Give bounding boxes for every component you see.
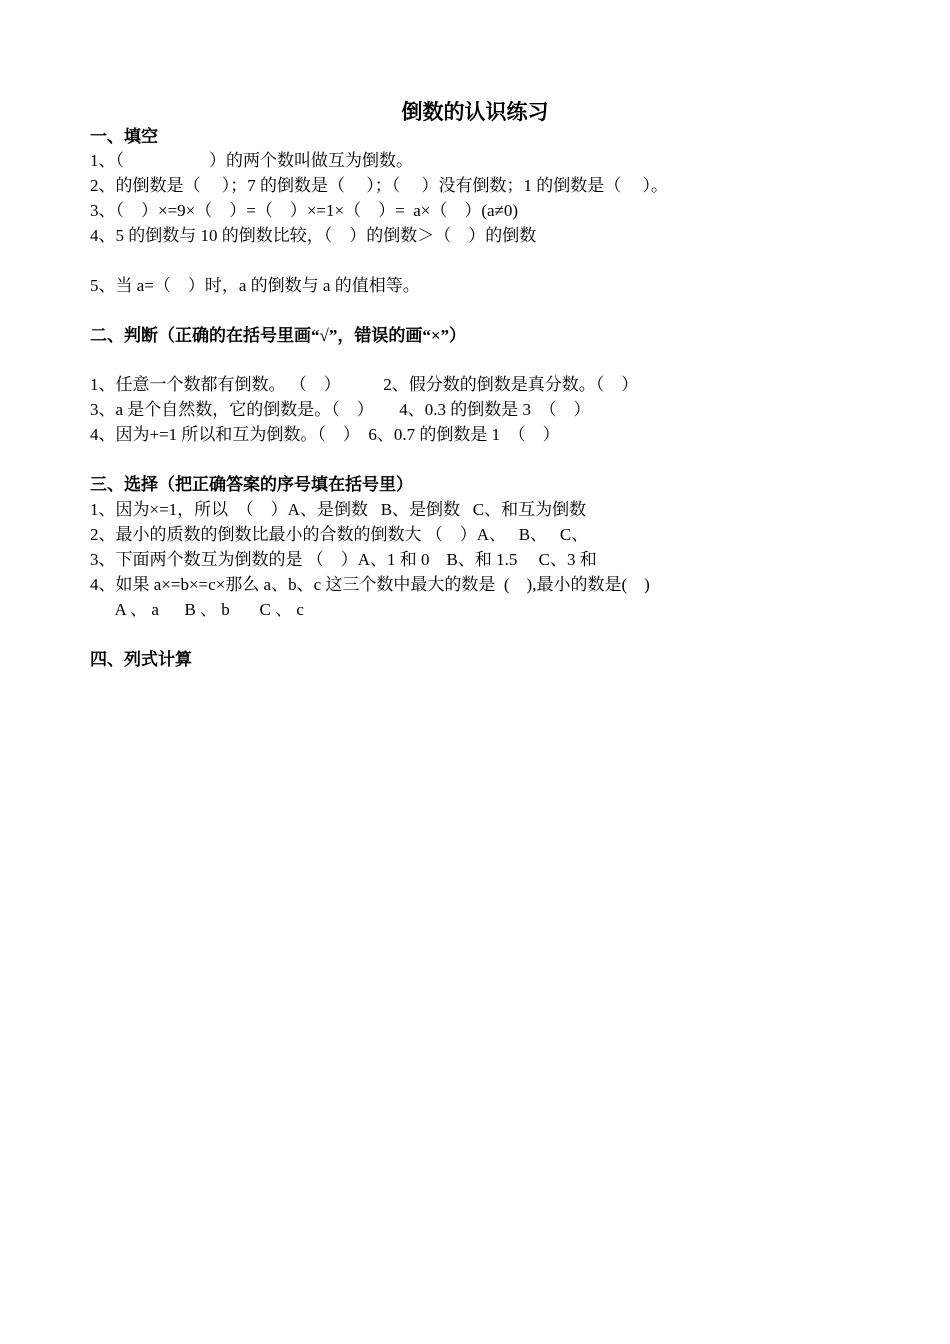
section-1-item-4: 4、5 的倒数与 10 的倒数比较，（ ）的倒数＞（ ）的倒数 xyxy=(90,226,537,245)
section-3-item-4: 4、如果 a×=b×=c×那么 a、b、c 这三个数中最大的数是 ( ),最小的数是( ) xyxy=(90,575,650,594)
section-2-row-3: 4、因为+=1 所以和互为倒数。（ ） 6、0.7 的倒数是 1 （ ） xyxy=(90,425,560,444)
section-2-heading: 二、判断（正确的在括号里画“√”，错误的画“×”） xyxy=(90,326,467,345)
section-1-item-2: 2、的倒数是（ ）；7 的倒数是（ ）；（ ）没有倒数；1 的倒数是（ ）。 xyxy=(90,176,668,195)
section-3-item-2: 2、最小的质数的倒数比最小的合数的倒数大 （ ）A、 B、 C、 xyxy=(90,525,589,544)
section-2-row-1: 1、任意一个数都有倒数。 （ ） 2、假分数的倒数是真分数。（ ） xyxy=(90,375,639,394)
section-3-item-1: 1、因为×=1，所以 （ ）A、是倒数 B、是倒数 C、和互为倒数 xyxy=(90,500,587,519)
page-title: 倒数的认识练习 xyxy=(401,100,549,124)
section-3-heading: 三、选择（把正确答案的序号填在括号里） xyxy=(90,475,413,494)
section-1-item-5: 5、当 a=（ ）时，a 的倒数与 a 的值相等。 xyxy=(90,276,420,295)
section-1-item-1: 1、（ ）的两个数叫做互为倒数。 xyxy=(90,151,413,170)
section-3-item-4-options: A 、 a B 、 b C 、 c xyxy=(90,600,304,619)
section-3-item-3: 3、下面两个数互为倒数的是 （ ）A、1 和 0 B、和 1.5 C、3 和 xyxy=(90,550,597,569)
section-1-item-3: 3、（ ）×=9×（ ）=（ ）×=1×（ ）= a×（ ）(a≠0) xyxy=(90,201,519,220)
section-4-heading: 四、列式计算 xyxy=(90,650,192,669)
section-1-heading: 一、填空 xyxy=(90,127,158,146)
section-2-row-2: 3、a 是个自然数，它的倒数是。（ ） 4、0.3 的倒数是 3 （ ） xyxy=(90,400,591,419)
